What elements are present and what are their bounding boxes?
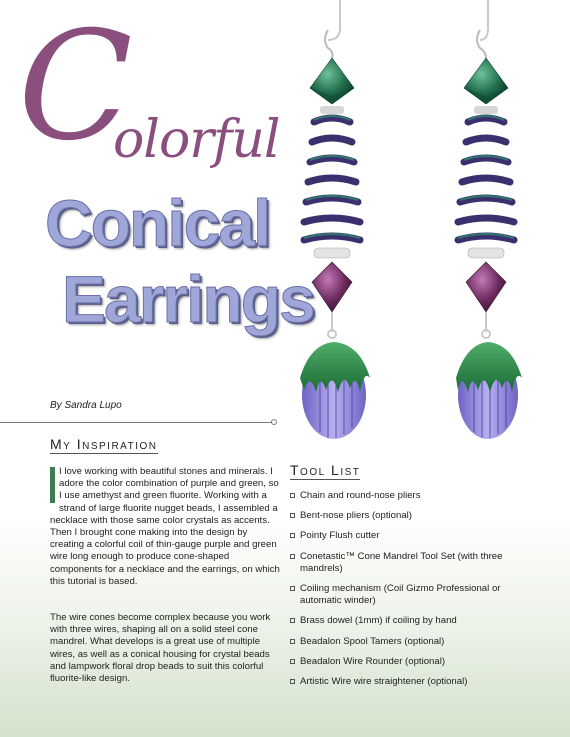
tool-list-item — [290, 615, 530, 627]
tool-list-item — [290, 530, 530, 542]
tool-list-heading: Tool List — [290, 462, 361, 478]
inspiration-paragraph-1 — [50, 466, 282, 588]
square-bullet-icon — [290, 493, 295, 498]
square-bullet-icon — [290, 554, 295, 559]
tool-list-item — [290, 583, 530, 607]
tool-list-item-text: Beadalon Wire Rounder (optional) — [300, 655, 446, 667]
title-earrings: Earrings — [62, 262, 314, 336]
byline: By Sandra Lupo — [50, 400, 122, 411]
title-colorful-rest: olorful — [113, 110, 280, 170]
tool-list-item-text: Pointy Flush cutter — [300, 530, 380, 542]
square-bullet-icon — [290, 533, 295, 538]
tool-list-item — [290, 551, 530, 575]
tool-list-item-text: Coiling mechanism (Coil Gizmo Professional or automatic winder) — [300, 583, 501, 607]
right-earring — [456, 0, 522, 439]
inspiration-paragraph-2: The wire cones become complex because you work with three wires, shaping all on a solid steel cone mandrel. What develops is a great use of multiple wires, as well as a conical housing for crystal beads and lampwork floral drop beads to suit this colorful fluorite-like design. — [50, 612, 271, 685]
earrings-photo — [290, 0, 570, 450]
tool-list-item-text: Brass dowel (1mm) if coiling by hand — [300, 615, 457, 627]
inspiration-paragraph-1-text: I love working with beautiful stones and minerals. I adore the color combination of purple and green, so I use amethyst and green fluorite. Working with a strand of large fluorite nugget beads, I assembled a necklace with those same color crystals as accents. Then I brought cone making into the design by creating a colorful coil of thin-gauge purple and green wire long enough to produce cone-shaped components for a necklace and the earrings, on which this tutorial is based. — [50, 466, 280, 587]
tool-list-item-text: Chain and round-nose pliers — [300, 490, 421, 501]
title-colorful — [18, 0, 288, 180]
divider-rule — [0, 422, 272, 423]
tool-list-item — [290, 510, 530, 522]
tool-list-item — [290, 636, 530, 648]
tool-list — [290, 490, 530, 696]
square-bullet-icon — [290, 618, 295, 623]
inspiration-heading: My Inspiration — [50, 436, 158, 452]
tool-list-item-text: Artistic Wire wire straightener (optional) — [300, 676, 468, 688]
square-bullet-icon — [290, 586, 295, 591]
tool-list-item — [290, 490, 530, 502]
square-bullet-icon — [290, 513, 295, 518]
square-bullet-icon — [290, 639, 295, 644]
tool-list-item — [290, 676, 530, 688]
title-conical: Conical — [45, 186, 270, 260]
left-earring — [300, 0, 370, 439]
tool-list-item — [290, 656, 530, 668]
tool-list-item-text: Bent-nose pliers (optional) — [300, 510, 412, 522]
divider-dot — [271, 419, 277, 425]
square-bullet-icon — [290, 679, 295, 684]
tool-list-item-text: Beadalon Spool Tamers (optional) — [300, 635, 445, 647]
square-bullet-icon — [290, 659, 295, 664]
drop-cap-bar — [50, 467, 55, 503]
title-initial-c: C — [18, 0, 133, 174]
tool-list-item-text: Conetastic™ Cone Mandrel Tool Set (with three mandrels) — [300, 550, 503, 574]
